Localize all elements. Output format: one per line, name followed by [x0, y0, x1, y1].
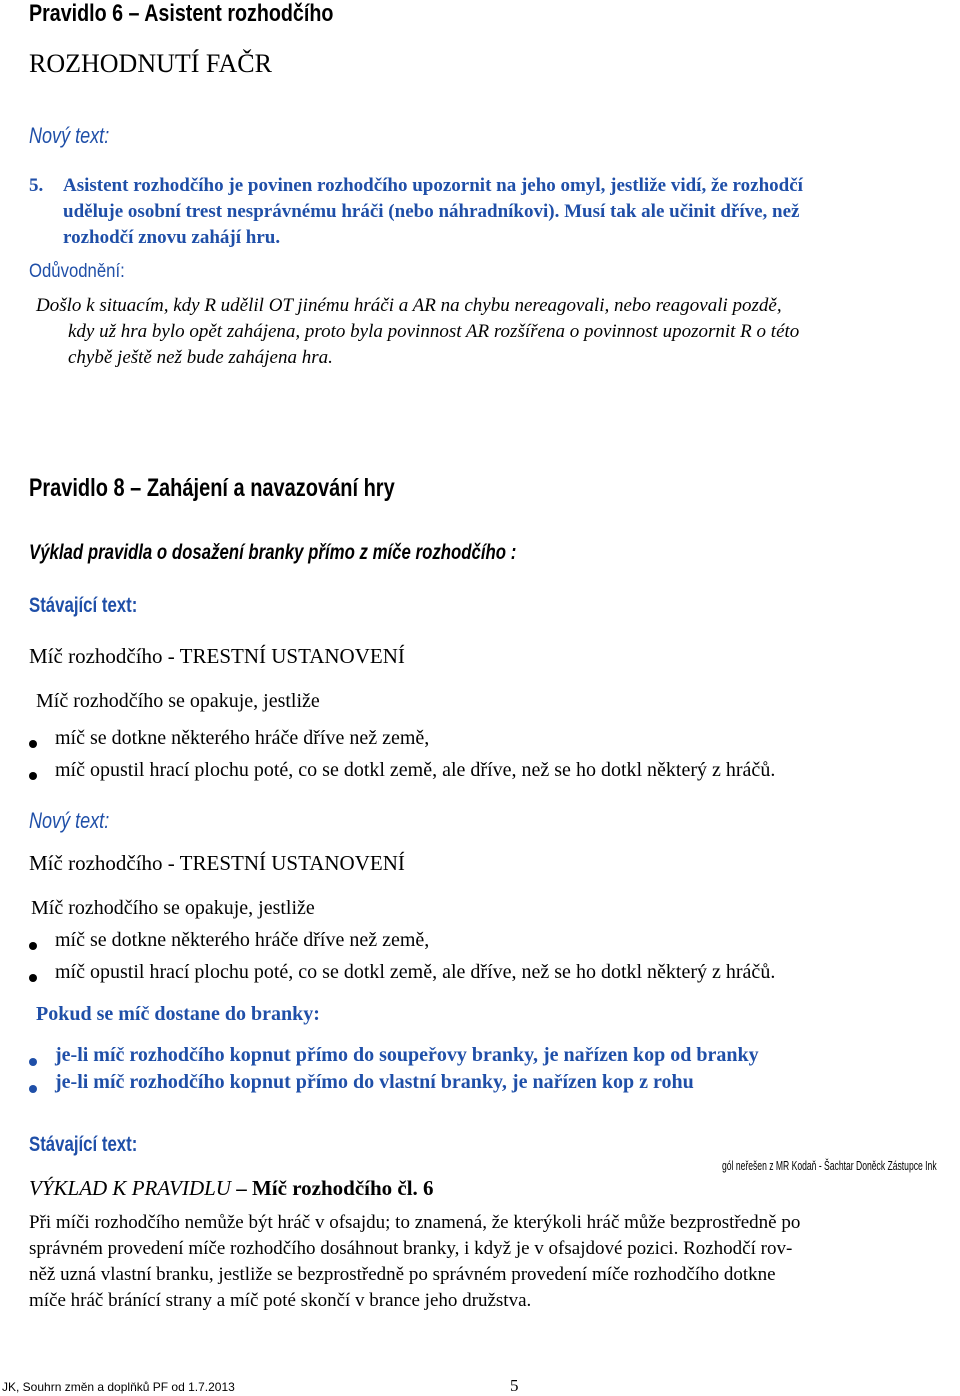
item-line-2: uděluje osobní trest nesprávnému hráči (nebo náhradníkovi). Musí tak ale učinit dříve, než	[63, 201, 800, 222]
new-bullet-1: míč se dotkne některého hráče dříve než země,	[55, 929, 430, 951]
interpretation-title	[29, 1176, 434, 1201]
justification-line-2: kdy už hra bylo opět zahájena, proto byla povinnost AR rozšířena o povinnost upozornit R o této	[68, 321, 800, 342]
side-note: gól neřešen z MR Kodaň - Šachtar Doněck Zástupce Ink	[722, 1158, 937, 1173]
current-text-label: Stávající text:	[29, 594, 138, 617]
current-repeat: Míč rozhodčího se opakuje, jestliže	[36, 690, 320, 712]
bullet-icon	[29, 942, 37, 950]
goal-bullet-1: je-li míč rozhodčího kopnut přímo do soupeřovy branky, je nařízen kop od branky	[55, 1044, 759, 1066]
current-bullet-1: míč se dotkne některého hráče dříve než země,	[55, 727, 430, 749]
section1-heading: Pravidlo 6 – Asistent rozhodčího	[29, 0, 334, 27]
new-repeat: Míč rozhodčího se opakuje, jestliže	[31, 897, 315, 919]
justification-line-1: Došlo k situacím, kdy R udělil OT jinému hráči a AR na chybu nereagovali, nebo reagovali pozdě,	[36, 295, 782, 316]
justification-label: Odůvodnění:	[29, 261, 125, 282]
current-text-label-2: Stávající text:	[29, 1133, 138, 1156]
interpretation-line-3: něž uzná vlastní branku, jestliže se bezprostředně po správném provedení míče rozhodčího dotkne	[29, 1264, 776, 1285]
new-text-label: Nový text:	[29, 123, 110, 148]
bullet-icon	[29, 1058, 37, 1066]
page-number: 5	[510, 1376, 519, 1395]
item-line-1: Asistent rozhodčího je povinen rozhodčího upozornit na jeho omyl, jestliže vidí, že rozhodčí	[63, 175, 803, 196]
interpretation-line-1: Při míči rozhodčího nemůže být hráč v ofsajdu; to znamená, že kterýkoli hráč může bezprostředně po	[29, 1212, 801, 1233]
section2-heading: Pravidlo 8 – Zahájení a navazování hry	[29, 474, 395, 502]
new-bullet-2: míč opustil hrací plochu poté, co se dotkl země, ale dříve, než se ho dotkl některý z hráčů.	[55, 961, 776, 983]
bullet-icon	[29, 772, 37, 780]
decision-title: ROZHODNUTÍ FAČR	[29, 49, 272, 78]
goal-label: Pokud se míč dostane do branky:	[36, 1003, 320, 1025]
item-line-3: rozhodčí znovu zahájí hru.	[63, 227, 281, 248]
bullet-icon	[29, 974, 37, 982]
new-title: Míč rozhodčího - TRESTNÍ USTANOVENÍ	[29, 851, 405, 875]
section2-subheading: Výklad pravidla o dosažení branky přímo z míče rozhodčího :	[29, 541, 517, 564]
new-text-label-2: Nový text:	[29, 808, 110, 833]
interpretation-line-4: míče hráč bránící strany a míč poté skončí v brance jeho družstva.	[29, 1290, 532, 1311]
footer-left: JK, Souhrn změn a doplňků PF od 1.7.2013	[2, 1380, 235, 1394]
item-number: 5.	[29, 175, 44, 196]
goal-bullet-2: je-li míč rozhodčího kopnut přímo do vlastní branky, je nařízen kop z rohu	[55, 1071, 694, 1093]
bullet-icon	[29, 1085, 37, 1093]
justification-line-3: chybě ještě než bude zahájena hra.	[68, 347, 333, 368]
bullet-icon	[29, 740, 37, 748]
current-bullet-2: míč opustil hrací plochu poté, co se dotkl země, ale dříve, než se ho dotkl některý z hráčů.	[55, 759, 776, 781]
current-title: Míč rozhodčího - TRESTNÍ USTANOVENÍ	[29, 644, 405, 668]
interpretation-line-2: správném provedení míče rozhodčího dosáhnout branky, i když je v ofsajdové pozici. Rozhodčí rov-	[29, 1238, 793, 1259]
interpretation-title-italic: VÝKLAD K PRAVIDLU	[29, 1176, 231, 1200]
interpretation-title-rest: – Míč rozhodčího čl. 6	[236, 1176, 434, 1200]
